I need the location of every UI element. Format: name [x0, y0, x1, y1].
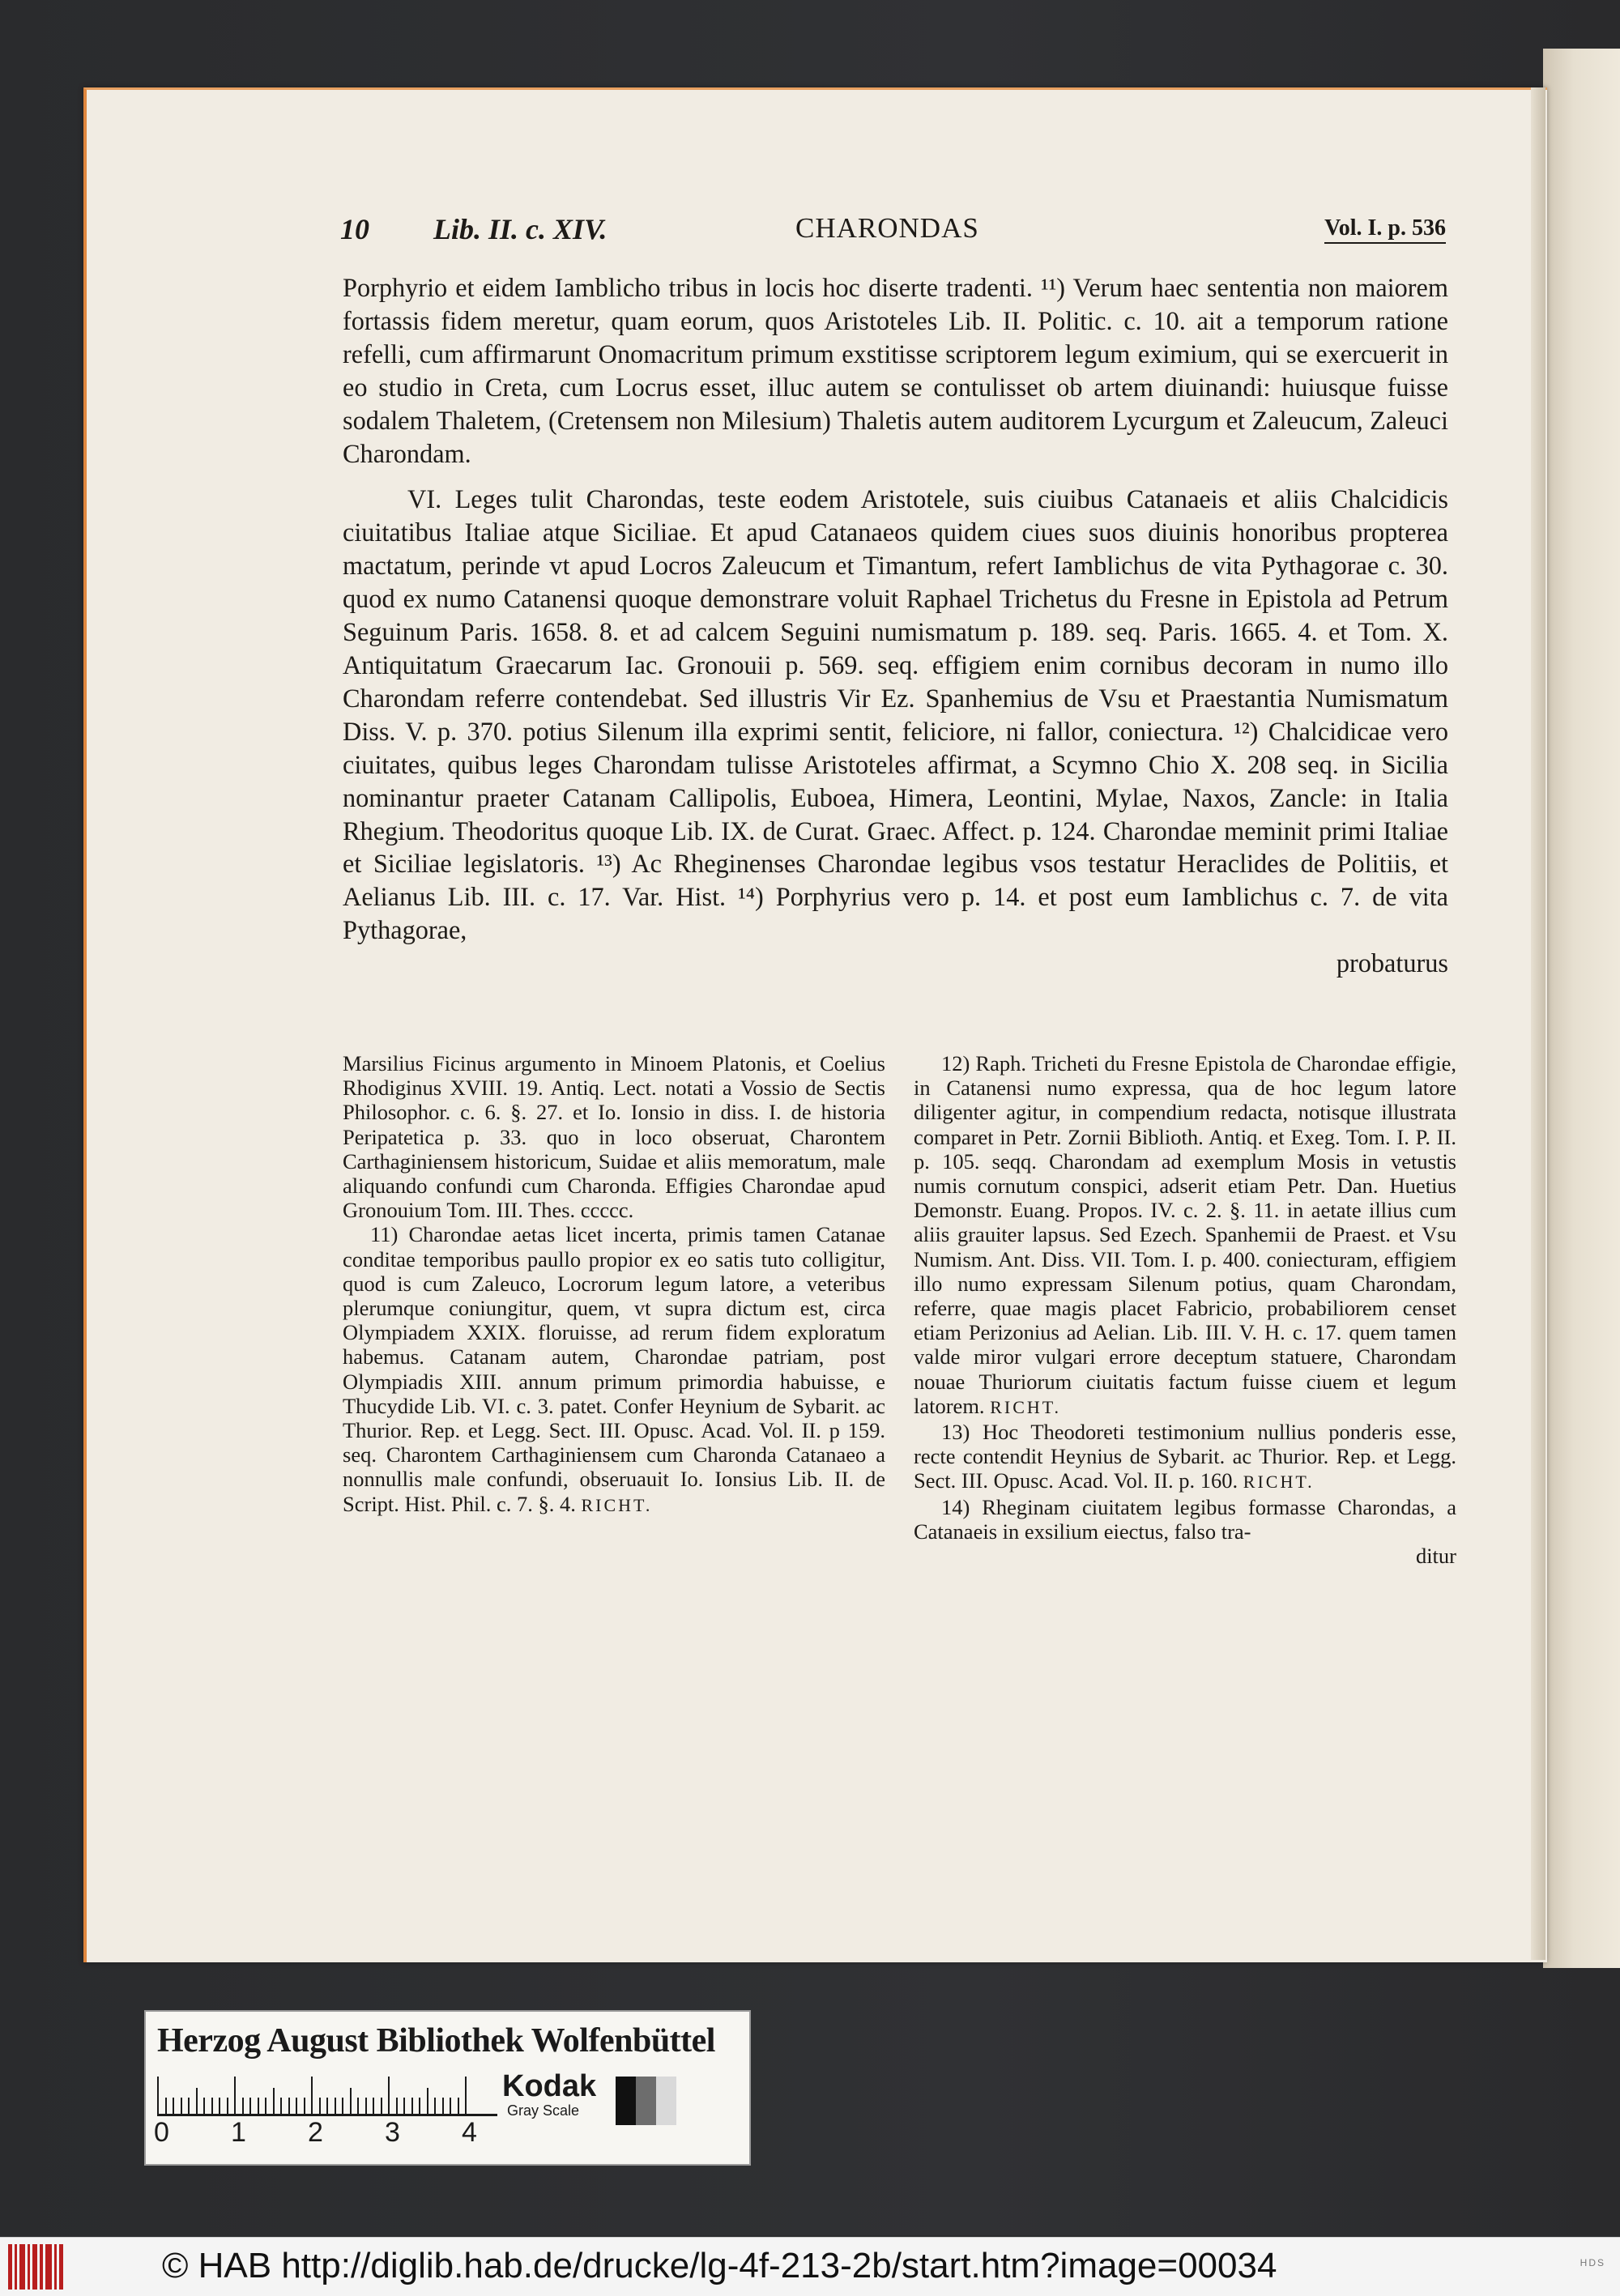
ruler-tick: [427, 2088, 428, 2114]
ruler-tick: [319, 2098, 321, 2114]
ruler-tick: [396, 2098, 398, 2114]
footnote-12: [914, 1051, 1456, 1420]
ruler-tick: [304, 2098, 305, 2114]
ruler-tick: [357, 2098, 359, 2114]
footnote-11-text: 11) Charondae aetas licet incerta, primis tamen Catanae conditae temporibus paullo propior ex eo satis tuto colligitur, quod is cum Zaleuco, Locrorum legum latore, a veteribus plerumque coniungitur, quem, vt supra dictum est, circa Olympiadem XXIX. floruisse, ad rerum fidem exploratum habemus. Catanam autem, Charondae patriam, post Olympiadis XIII. annum primum primordia habuisse, e Thucydide Lib. VI. c. 3. patet. Confer Heynium de Sybarit. ac Thurior. Rep. et Legg. Sect. III. Opusc. Acad. Vol. II. p 159. seq. Charontem Carthaginiensem cum Charonda Catanaeo a nonnullis male confundi, obseruauit Io. Ionsius Lib. II. de Script. Hist. Phil. c. 7. §. 4.: [343, 1222, 885, 1516]
ruler-tick: [326, 2098, 328, 2114]
ruler-tick: [335, 2098, 336, 2114]
gray-patch: [636, 2077, 656, 2125]
facing-page-edge: [1543, 49, 1620, 1968]
ruler-tick: [258, 2098, 259, 2114]
ruler-tick: [403, 2098, 405, 2114]
ruler-tick: [458, 2098, 459, 2114]
section-reference: Lib. II. c. XIV.: [433, 213, 608, 245]
ruler-tick: [388, 2077, 390, 2114]
ruler-tick: [381, 2098, 382, 2114]
volume-reference: Vol. I. p. 536: [1324, 215, 1446, 244]
richt-signature: RICHT.: [581, 1494, 653, 1515]
ruler-tick: [265, 2098, 266, 2114]
ruler-tick: [442, 2098, 444, 2114]
ruler-tick: [280, 2098, 282, 2114]
main-text: [343, 271, 1448, 980]
ruler-tick: [311, 2077, 313, 2114]
ruler-tick: [219, 2098, 220, 2114]
ruler-tick: [450, 2098, 451, 2114]
kodak-logo: [494, 2070, 608, 2135]
main-paragraph-1: Porphyrio et eidem Iamblicho tribus in locis hoc diserte tradenti. ¹¹) Verum haec sententia non maiorem fortassis fidem meretur, quam eorum, quos Aristoteles Lib. II. Politic. c. 10. ait a temporum ratione refelli, cum affirmarunt Onomacritum primum exstitisse scriptorem legum eximium, qui se exercuerit in eo studio in Creta, cum Locrus esset, illuc autem se contulisset ob artem diuinandi: huiusque fuisse sodalem Thaletem, (Cretensem non Milesium) Thaletis autem auditorem Lycurgum et Zaleucum, Zaleuci Charondam.: [343, 273, 1448, 468]
gray-patch: [656, 2077, 676, 2125]
ruler-tick: [465, 2077, 467, 2114]
ruler-tick: [296, 2098, 297, 2114]
ruler-tick: [411, 2098, 413, 2114]
footnote-catchword: ditur: [1415, 1544, 1456, 1569]
ruler-tick: [211, 2098, 213, 2114]
ruler-tick: [227, 2098, 228, 2114]
richt-signature: RICHT.: [1243, 1472, 1315, 1493]
scale-label: 1: [231, 2117, 246, 2148]
footer-mark: HDS: [1580, 2257, 1605, 2268]
footnote-14: 14) Rheginam ciuitatem legibus formasse Charondas, a Catanaeis in exsilium eiectus, falso tra-: [914, 1494, 1456, 1544]
ruler-tick: [165, 2098, 167, 2114]
ruler-tick: [242, 2098, 244, 2114]
scale-label: 3: [385, 2117, 400, 2148]
scale-label: 4: [462, 2117, 477, 2148]
catchword: probaturus: [1336, 948, 1448, 978]
institution-name: Herzog August Bibliothek Wolfenbüttel: [157, 2022, 715, 2060]
page-gutter: [1531, 87, 1545, 1960]
page-number: 10: [340, 213, 369, 245]
running-header: [251, 209, 1446, 249]
measurement-ruler: [157, 2073, 497, 2116]
ruler-tick: [249, 2098, 251, 2114]
gray-patch: [616, 2077, 636, 2125]
ruler-tick: [234, 2077, 236, 2114]
ruler-tick: [173, 2098, 174, 2114]
scale-label: 0: [154, 2117, 169, 2148]
ruler-tick: [419, 2098, 420, 2114]
ruler-tick: [365, 2098, 367, 2114]
ruler-tick: [342, 2098, 343, 2114]
running-title: CHARONDAS: [795, 212, 979, 244]
ruler-tick: [288, 2098, 290, 2114]
footnote-continuation: Marsilius Ficinus argumento in Minoem Platonis, et Coelius Rhodiginus XVIII. 19. Antiq. Lect. notati a Vossio de Sectis Philosophor. c. 6. §. 27. et Io. Ionsio in diss. I. de historia Peripatetica p. 33. quo in loco obseruat, Charontem Carthaginiensem historicum, Suidae et aliis memoratum, male aliquando confundi cum Charonda. Effigies Charondae apud Gronouium Tom. III. Thes. ccccc.: [343, 1051, 885, 1223]
footnote-column-left: [343, 1051, 885, 1518]
ruler-tick: [273, 2088, 275, 2114]
gray-scale-patches: [616, 2077, 688, 2125]
hab-logo-icon: [8, 2244, 73, 2290]
ruler-tick: [196, 2088, 198, 2114]
footnotes: [343, 1051, 1456, 1748]
footnote-13: [914, 1420, 1456, 1495]
footer-bar: [0, 2237, 1620, 2296]
ruler-tick: [350, 2088, 352, 2114]
ruler-tick: [188, 2098, 190, 2114]
footnote-column-right: [914, 1051, 1456, 1568]
copyright-url[interactable]: © HAB http://diglib.hab.de/drucke/lg-4f-213-2b/start.htm?image=00034: [162, 2246, 1277, 2285]
ruler-tick: [373, 2098, 374, 2114]
kodak-brand: Kodak: [502, 2069, 597, 2103]
ruler-tick: [157, 2077, 159, 2114]
gray-scale-label: Gray Scale: [507, 2102, 580, 2119]
ruler-tick: [203, 2098, 205, 2114]
footnote-12-text: 12) Raph. Tricheti du Fresne Epistola de Charondae effigie, in Catanensi numo expressa, qua de hoc legum latore diligenter agitur, in compendium redacta, notisque illustrata comparet in Petr. Zornii Biblioth. Antiq. et Exeg. Tom. I. P. II. p. 105. seqq. Charondam ad exemplum Mosis in vetustis numis cornutum conspici, adserit etiam Petr. Dan. Huetius Demonstr. Euang. Propos. IV. c. 2. §. 11. in aetate illius cum aliis grauiter lapsus. Sed Ezech. Spanhemii de Praest. et Vsu Numism. Ant. Diss. VII. Tom. I. p. 400. coniecturam, effigiem illo numo expressam Silenum potius, quam Charondam, referre, quae magis placet Fabricio, probabiliorem censet etiam Perizonius ad Aelian. Lib. III. V. H. c. 17. quem tamen valde miror vulgari errore deceptum statuere, Charondam nouae Thuriorum ciuitatis factum fuisse ciuem et legum latorem.: [914, 1051, 1456, 1418]
scale-label: 2: [308, 2117, 323, 2148]
ruler-tick: [181, 2098, 182, 2114]
color-reference-card: [144, 2010, 751, 2166]
richt-signature: RICHT.: [990, 1396, 1062, 1417]
footnote-11: [343, 1222, 885, 1517]
footnote-13-text: 13) Hoc Theodoreti testimonium nullius ponderis esse, recte contendit Heynius de Sybarit. ac Thurior. Rep. et Legg. Sect. III. Opusc. Acad. Vol. II. p. 160.: [914, 1420, 1456, 1493]
ruler-tick: [434, 2098, 436, 2114]
ruler-scale: [154, 2117, 526, 2153]
main-paragraph-2: VI. Leges tulit Charondas, teste eodem Aristotele, suis ciuibus Catanaeis et aliis Chalcidicis ciuitatibus Italiae atque Siciliae. Et apud Catanaeos quidem ciues suos diuinis honoribus propterea mactatum, perinde vt apud Locros Zaleucum et Timantum, refert Iamblichus de vita Pythagorae c. 30. quod ex numo Catanensi quoque demonstrare voluit Raphael Trichetus du Fresne in Epistola ad Petrum Seguinum Paris. 1658. 8. et ad calcem Seguini numismatum p. 189. seq. Paris. 1665. 4. et Tom. X. Antiquitatum Graecarum Iac. Gronouii p. 569. seq. effigiem enim cornibus decoram in numo illo Charondam referre contendebat. Sed illustris Vir Ez. Spanhemius de Vsu et Praestantia Numismatum Diss. V. p. 370. potius Silenum illa exprimi sentit, feliciore, ni fallor, coniectura. ¹²) Chalcidicae vero ciuitates, quibus leges Charondam tulisse Aristoteles affirmat, a Scymno Chio X. 208 seq. in Sicilia nominantur praeter Catanam Callipolis, Euboea, Himera, Leontini, Mylae, Naxos, Zancle: in Italia Rhegium. Theodoritus quoque Lib. IX. de Curat. Graec. Affect. p. 124. Charondae meminit primi Italiae et Siciliae legislatoris. ¹³) Ac Rheginenses Charondae legibus vsos testatur Heraclides de Politiis, et Aelianus Lib. III. c. 17. Var. Hist. ¹⁴) Porphyrius vero p. 14. et post eum Iamblichus c. 7. de vita Pythagorae,: [343, 484, 1448, 945]
